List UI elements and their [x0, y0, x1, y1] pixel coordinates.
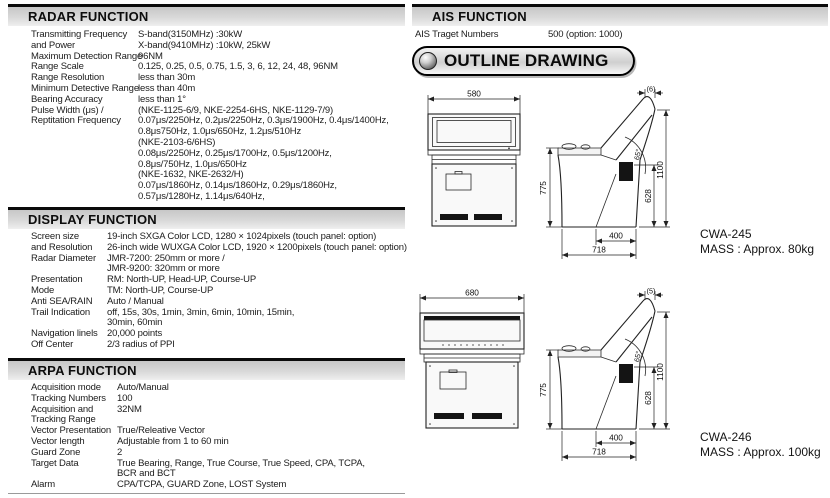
spec-row	[31, 95, 389, 106]
spec-value: 0.08μs/2250Hz, 0.25μs/1700Hz, 0.5μs/1200Hz,	[138, 147, 332, 159]
spec-label: Bearing Accuracy	[31, 93, 103, 105]
spec-value: 500 (option: 1000)	[548, 29, 623, 40]
model-label-cwa-246	[700, 430, 821, 459]
spec-label: Off Center	[31, 338, 74, 350]
spec-value: less than 1°	[138, 93, 186, 105]
spec-row	[31, 149, 389, 160]
spec-label: Trail Indication	[31, 306, 91, 318]
spec-value: 32NM	[117, 403, 142, 415]
dim-depth-inner: 400	[609, 230, 623, 241]
spec-value: 96NM	[138, 50, 163, 62]
dim-mid-height: 628	[643, 189, 653, 203]
spec-label: Alarm	[31, 479, 56, 491]
spec-label: Acquisition and	[31, 403, 94, 415]
spec-value: 20,000 points	[107, 328, 163, 340]
spec-label: Acquisition mode	[31, 382, 101, 393]
side-view-cwa-245	[546, 89, 670, 259]
spec-label	[31, 149, 138, 160]
dim-top-offset: (5)	[646, 286, 656, 296]
spec-label: AIS Traget Numbers	[415, 29, 499, 40]
vent-bar	[440, 214, 468, 220]
outline-drawing-banner	[412, 46, 635, 76]
display-spec-table	[31, 232, 407, 351]
spec-row	[31, 448, 365, 459]
spec-row	[31, 192, 389, 203]
spec-label	[31, 170, 138, 181]
arpa-spec-table	[31, 383, 365, 491]
spec-label	[31, 127, 138, 138]
spec-label: Vector Presentation	[31, 425, 112, 437]
spec-value: CPA/TCPA, GUARD Zone, LOST System	[117, 479, 287, 491]
spec-value: JMR-9200: 320mm or more	[107, 263, 220, 275]
model-name: CWA-245	[700, 227, 752, 241]
spec-label: Guard Zone	[31, 446, 81, 458]
spec-row	[31, 340, 407, 351]
spec-label: and Power	[31, 39, 76, 51]
vent-bar	[434, 413, 464, 419]
spec-value: 0.07μs/1860Hz, 0.14μs/1860Hz, 0.29μs/1860Hz,	[138, 180, 337, 192]
spec-label: Presentation	[31, 274, 83, 286]
spec-label: Reptitation Frequency	[31, 115, 121, 127]
spec-value: X-band(9410MHz) :10kW, 25kW	[138, 39, 271, 51]
model-label-cwa-245	[700, 227, 814, 256]
sphere-icon	[419, 52, 437, 70]
spec-row	[31, 297, 407, 308]
radar-function-header	[8, 4, 405, 26]
spec-row	[31, 459, 365, 470]
monitor-bezel	[428, 114, 520, 150]
spec-label: Mode	[31, 284, 55, 296]
spec-label: Target Data	[31, 457, 79, 469]
model-name: CWA-246	[700, 430, 752, 444]
side-view-cwa-246	[546, 291, 670, 461]
spec-label	[31, 181, 138, 192]
spec-value: 0.57μs/1280Hz, 1.14μs/640Hz,	[138, 190, 265, 202]
spec-value: 26-inch wide WUXGA Color LCD, 1920 × 1200pixels (touch panel: option)	[107, 241, 407, 253]
ais-function-title: AIS FUNCTION	[432, 9, 527, 24]
dim-angle: 65°	[632, 148, 644, 161]
ais-spec-table	[415, 30, 622, 41]
spec-row	[31, 394, 365, 405]
radar-function-title: RADAR FUNCTION	[28, 9, 149, 24]
spec-row	[31, 243, 407, 254]
model-mass: MASS : Approx. 100kg	[700, 444, 821, 459]
spec-row	[31, 437, 365, 448]
spec-value: 0.125, 0.25, 0.5, 0.75, 1.5, 3, 6, 12, 24, 48, 96NM	[138, 61, 338, 73]
spec-label: Anti SEA/RAIN	[31, 295, 93, 307]
spec-label: Navigation linels	[31, 328, 98, 340]
spec-row	[31, 41, 389, 52]
spec-value: S-band(3150MHz) :30kW	[138, 29, 243, 40]
spec-label: and Resolution	[31, 241, 93, 253]
spec-label: Transmitting Frequency	[31, 29, 128, 40]
dim-mid-height: 628	[643, 391, 653, 405]
display-function-title: DISPLAY FUNCTION	[28, 212, 157, 227]
spec-value: (NKE-1632, NKE-2632/H)	[138, 169, 244, 181]
spec-value: 30min, 60min	[107, 317, 163, 329]
bottom-rule	[8, 493, 405, 494]
dim-depth-outer: 718	[592, 446, 606, 457]
spec-value: JMR-7200: 250mm or more /	[107, 252, 225, 264]
spec-value: TM: North-UP, Course-UP	[107, 284, 214, 296]
spec-label: Range Scale	[31, 61, 84, 73]
screen-top-strip	[424, 316, 520, 320]
dim-front-width: 680	[465, 287, 479, 298]
spec-label	[31, 138, 138, 149]
display-function-header	[8, 207, 405, 229]
spec-value: 2/3 radius of PPI	[107, 338, 175, 350]
spec-value: (NKE-1125-6/9, NKE-2254-6HS, NKE-1129-7/9)	[138, 104, 334, 116]
spec-value: (NKE-2103-6/6HS)	[138, 136, 216, 148]
spec-row	[31, 275, 407, 286]
spec-row	[415, 30, 622, 41]
spec-value: Auto/Manual	[117, 382, 169, 393]
spec-value: 0.8μs750Hz, 1.0μs/650Hz, 1.2μs/510Hz	[138, 126, 302, 138]
spec-value: 0.07μs/2250Hz, 0.2μs/2250Hz, 0.3μs/1900Hz, 0.4μs/1400Hz,	[138, 115, 389, 127]
dim-depth-outer: 718	[592, 244, 606, 255]
front-view-cwa-245	[428, 89, 520, 227]
spec-label: Maximum Detection Range	[31, 50, 143, 62]
spec-value: Auto / Manual	[107, 295, 164, 307]
spec-value: RM: North-UP, Head-UP, Course-UP	[107, 274, 257, 286]
model-mass: MASS : Approx. 80kg	[700, 241, 815, 256]
spec-value: 0.8μs/750Hz, 1.0μs/650Hz	[138, 158, 247, 170]
spec-value: True/Releative Vector	[117, 425, 205, 437]
radar-spec-table	[31, 30, 389, 203]
dim-front-width: 580	[467, 88, 481, 99]
spec-value: BCR and BCT	[117, 468, 176, 480]
dim-top-offset: (6)	[646, 84, 656, 94]
spec-row	[31, 329, 407, 340]
spec-value: 2	[117, 446, 123, 458]
spec-label: Vector length	[31, 435, 85, 447]
spec-value: less than 40m	[138, 82, 196, 94]
spec-label: Pulse Width (μs) /	[31, 104, 104, 116]
spec-value: less than 30m	[138, 72, 196, 84]
power-led	[508, 147, 510, 149]
dim-total-height: 1100	[655, 363, 665, 381]
spec-value: off, 15s, 30s, 1min, 3min, 6min, 10min, 15min,	[107, 306, 295, 318]
vent-bar	[472, 413, 502, 419]
dim-height: 775	[538, 181, 548, 195]
front-view-cwa-246	[420, 288, 524, 429]
vent-bar	[474, 214, 502, 220]
spec-value: Adjustable from 1 to 60 min	[117, 435, 229, 447]
ais-function-header	[412, 4, 828, 26]
spec-label: Tracking Numbers	[31, 392, 106, 404]
spec-label: Screen size	[31, 231, 79, 242]
spec-label	[31, 192, 138, 203]
arpa-function-header	[8, 358, 405, 380]
arpa-function-title: ARPA FUNCTION	[28, 363, 137, 378]
dim-height: 775	[538, 383, 548, 397]
spec-value: True Bearing, Range, True Course, True Speed, CPA, TCPA,	[117, 457, 365, 469]
spec-row	[31, 480, 365, 491]
spec-label: Tracking Range	[31, 414, 96, 426]
dim-depth-inner: 400	[609, 432, 623, 443]
spec-value: 19-inch SXGA Color LCD, 1280 × 1024pixels (touch panel: option)	[107, 231, 377, 242]
spec-value: 100	[117, 392, 133, 404]
spec-row	[31, 308, 407, 319]
spec-label: Radar Diameter	[31, 252, 96, 264]
dim-total-height: 1100	[655, 161, 665, 179]
spec-label: Range Resolution	[31, 72, 105, 84]
spec-label	[31, 160, 138, 171]
outline-drawing-label: OUTLINE DRAWING	[444, 51, 609, 70]
spec-label: Minimum Detective Range	[31, 82, 139, 94]
dim-angle: 65°	[632, 350, 644, 363]
